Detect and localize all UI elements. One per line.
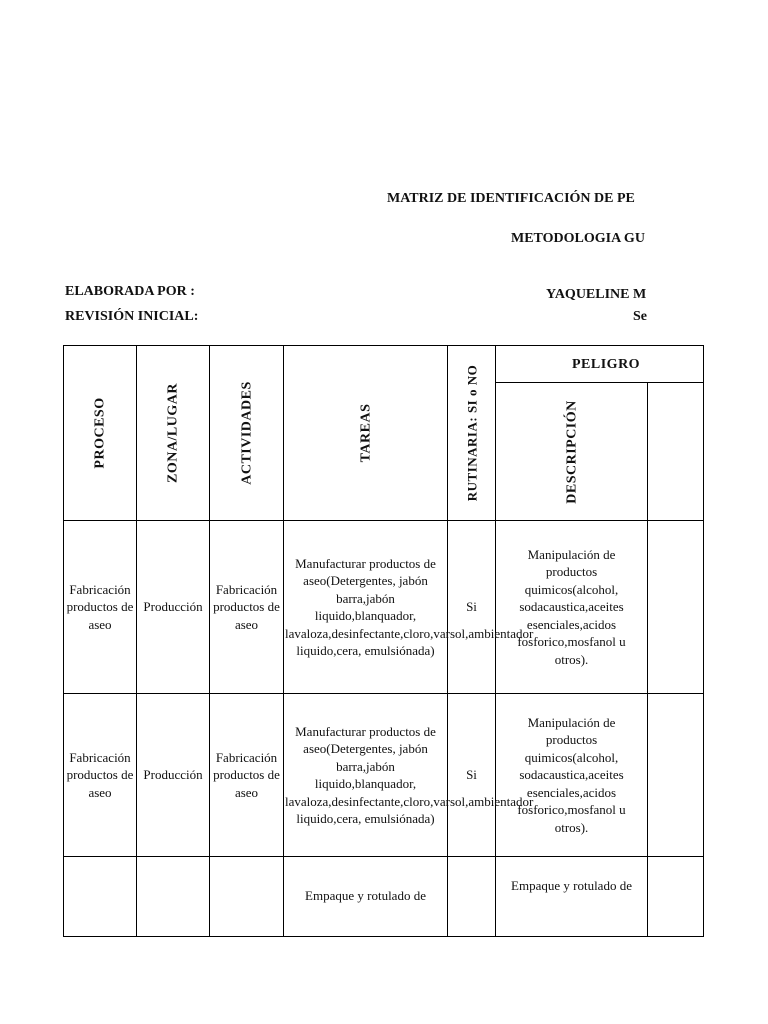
header-actividades: ACTIVIDADES xyxy=(210,346,284,521)
header-clasificacion xyxy=(648,383,704,521)
cell-zona: Producción xyxy=(137,694,210,857)
revision-value: Se xyxy=(633,309,647,324)
header-peligro: PELIGRO xyxy=(496,346,704,383)
cell-descripcion: Manipulación de productos quimicos(alcohol, sodacaustica,aceites esenciales,acidos fosforico,mosfanol u otros). xyxy=(496,694,648,857)
cell-extra xyxy=(648,857,704,937)
table-row xyxy=(64,857,704,937)
cell-rutinaria: Si xyxy=(448,694,496,857)
header-tareas: TAREAS xyxy=(284,346,448,521)
revision-label: REVISIÓN INICIAL: xyxy=(65,309,199,324)
table-row xyxy=(64,694,704,857)
cell-rutinaria xyxy=(448,857,496,937)
elaborada-label: ELABORADA POR : xyxy=(65,284,195,299)
cell-proceso xyxy=(64,857,137,937)
cell-actividades: Fabricación productos de aseo xyxy=(210,694,284,857)
cell-descripcion: Manipulación de productos quimicos(alcohol, sodacaustica,aceites esenciales,acidos fosforico,mosfanol u otros). xyxy=(496,521,648,694)
table-row xyxy=(64,521,704,694)
cell-extra xyxy=(648,694,704,857)
header-rutinaria: RUTINARIA: SI o NO xyxy=(448,346,496,521)
document-subtitle: METODOLOGIA GU xyxy=(511,231,645,246)
header-descripcion: DESCRIPCIÓN xyxy=(496,383,648,521)
header-zona: ZONA/LUGAR xyxy=(137,346,210,521)
matrix-table xyxy=(63,345,704,937)
document-title: MATRIZ DE IDENTIFICACIÓN DE PE xyxy=(387,191,635,206)
elaborada-value: YAQUELINE M xyxy=(546,287,647,302)
cell-descripcion: Empaque y rotulado de xyxy=(496,857,648,937)
cell-actividades xyxy=(210,857,284,937)
cell-tareas: Empaque y rotulado de xyxy=(284,857,448,937)
cell-zona: Producción xyxy=(137,521,210,694)
cell-proceso: Fabricación productos de aseo xyxy=(64,521,137,694)
cell-tareas: Manufacturar productos de aseo(Detergentes, jabón barra,jabón liquido,blanquador, lavaloza,desinfectante,cloro,varsol,ambientador liquido,cera, emulsiónada) xyxy=(284,694,448,857)
cell-proceso: Fabricación productos de aseo xyxy=(64,694,137,857)
matrix-table-viewport xyxy=(63,345,648,903)
cell-zona xyxy=(137,857,210,937)
cell-tareas: Manufacturar productos de aseo(Detergentes, jabón barra,jabón liquido,blanquador, lavaloza,desinfectante,cloro,varsol,ambientador liquido,cera, emulsiónada) xyxy=(284,521,448,694)
header-proceso: PROCESO xyxy=(64,346,137,521)
cell-extra xyxy=(648,521,704,694)
cell-rutinaria: Si xyxy=(448,521,496,694)
cell-actividades: Fabricación productos de aseo xyxy=(210,521,284,694)
